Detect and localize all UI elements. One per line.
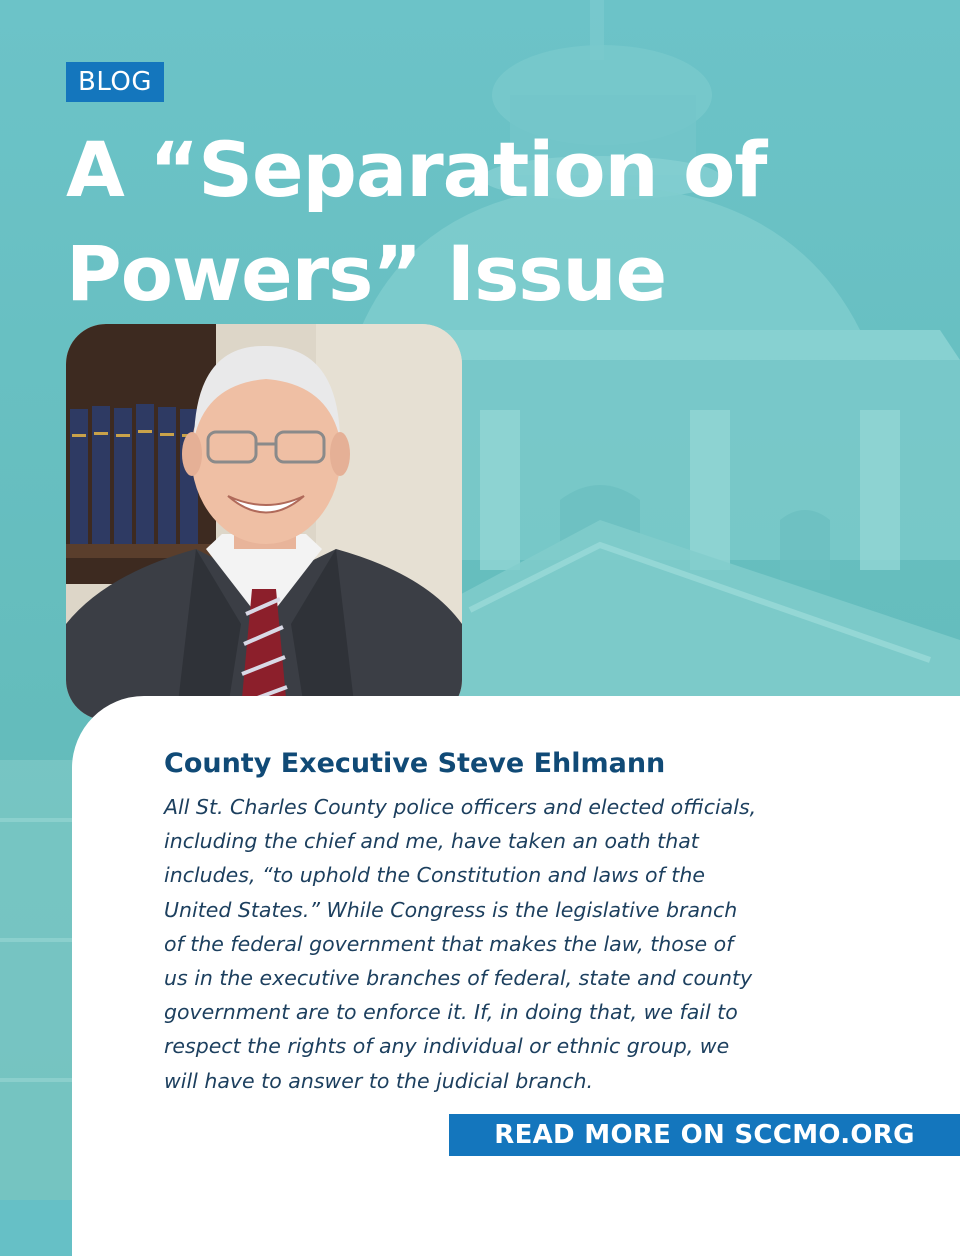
quote-line: including the chief and me, have taken an oath that xyxy=(164,829,699,854)
headline-line-2: Powers” Issue xyxy=(66,229,667,318)
speaker-name: County Executive Steve Ehlmann xyxy=(164,748,666,779)
quote-line: All St. Charles County police officers and elected officials, xyxy=(164,795,757,819)
quote-line: United States.” While Congress is the legislative branch xyxy=(164,897,738,922)
quote-line: of the federal government that makes the law, those of xyxy=(164,931,734,956)
blog-tag: BLOG xyxy=(66,62,164,102)
portrait-photo xyxy=(66,324,462,720)
headline-line-1: A “Separation of xyxy=(66,125,767,214)
quote-line: respect the rights of any individual or ethnic group, we xyxy=(164,1034,730,1059)
quote-text xyxy=(164,790,904,1098)
quote-line: includes, “to uphold the Constitution and laws of the xyxy=(164,863,705,888)
read-more-link[interactable]: READ MORE ON SCCMO.ORG xyxy=(449,1114,960,1156)
headline xyxy=(66,118,926,326)
quote-line: government are to enforce it. If, in doing that, we fail to xyxy=(164,1000,738,1025)
quote-line: will have to answer to the judicial branch. xyxy=(164,1068,594,1093)
quote-line: us in the executive branches of federal, state and county xyxy=(164,966,753,991)
